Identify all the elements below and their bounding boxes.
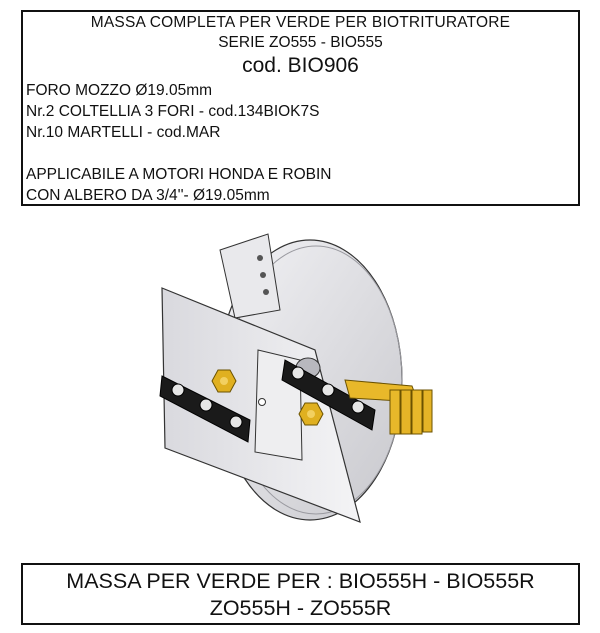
model-compatibility-box — [21, 563, 580, 625]
left-blade-bolt — [172, 384, 184, 396]
left-blade-bolt — [230, 416, 242, 428]
yellow-bolt-center — [307, 410, 315, 418]
spec-engines: APPLICABILE A MOTORI HONDA E ROBIN — [26, 166, 332, 183]
upper-knife-hole — [263, 289, 269, 295]
compatible-models-line-2: ZO555H - ZO555R — [209, 596, 392, 620]
right-blade-bolt — [292, 367, 304, 379]
spec-shaft: CON ALBERO DA 3/4''- Ø19.05mm — [26, 187, 270, 204]
right-blade-bolt — [352, 401, 364, 413]
upper-knife-hole — [260, 272, 266, 278]
spec-knives: Nr.2 COLTELLIA 3 FORI - cod.134BIOK7S — [26, 103, 320, 120]
product-series: SERIE ZO555 - BIO555 — [218, 34, 383, 51]
left-blade-bolt — [200, 399, 212, 411]
yellow-bolt-center — [220, 377, 228, 385]
spec-hammers: Nr.10 MARTELLI - cod.MAR — [26, 124, 221, 141]
product-info-box — [21, 10, 580, 206]
right-blade-bolt — [322, 384, 334, 396]
spec-hub-hole: FORO MOZZO Ø19.05mm — [26, 82, 213, 99]
product-title: MASSA COMPLETA PER VERDE PER BIOTRITURATORE — [90, 14, 511, 31]
product-code: cod. BIO906 — [242, 54, 359, 77]
rotor-assembly-illustration — [150, 230, 440, 530]
upper-knife-hole — [257, 255, 263, 261]
compatible-models-line-1: MASSA PER VERDE PER : BIO555H - BIO555R — [66, 569, 535, 593]
upper-knife-blade — [220, 234, 280, 318]
hub-hole — [259, 399, 266, 406]
